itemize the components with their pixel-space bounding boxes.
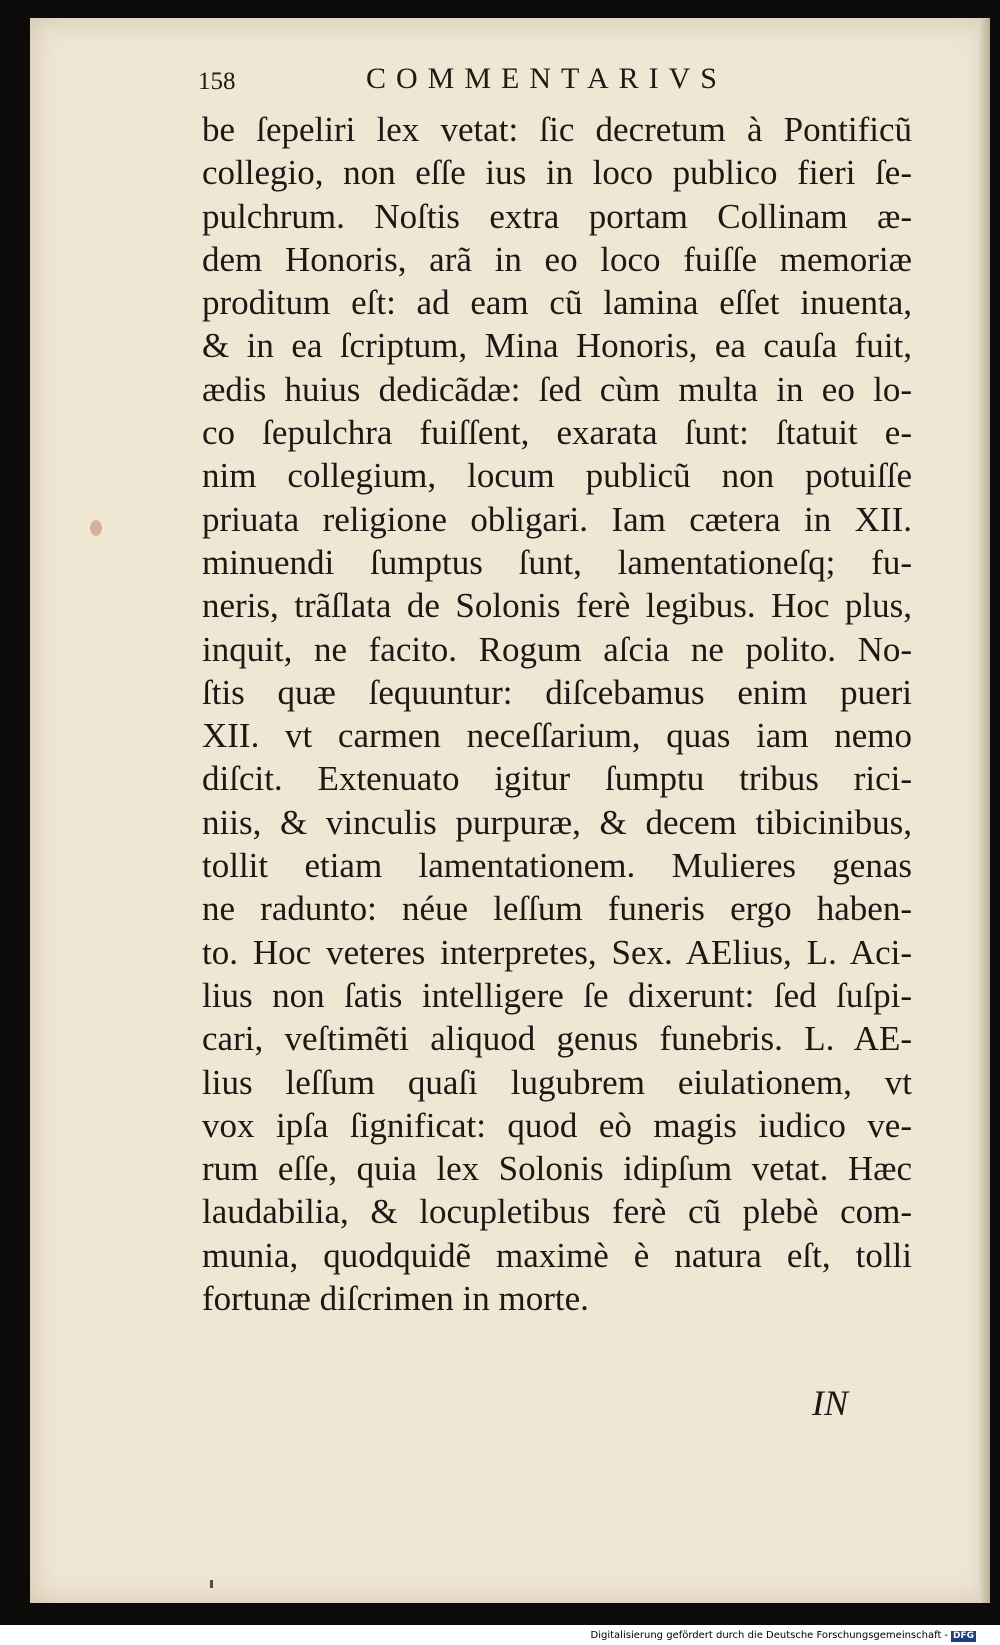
text-line-24: vox ipſa ſignificat: quod eò magis iudico ve- [202, 1105, 912, 1145]
text-line-13: inquit, ne facito. Rogum aſcia ne polito. No- [202, 629, 912, 669]
text-line-11: minuendi ſumptus ſunt, lamentationeſq; fu- [202, 542, 912, 582]
text-line-9: nim collegium, locum publicũ non potuiſſe [202, 456, 912, 496]
page-edge [978, 18, 990, 1603]
text-line-21: lius non ſatis intelligere ſe dixerunt: ſed ſuſpi- [202, 975, 912, 1015]
text-line-1: be ſepeliri lex vetat: ſic decretum à Pontificũ [202, 110, 912, 149]
dfg-logo: DFG [952, 1630, 974, 1641]
page-number: 158 [198, 68, 236, 95]
text-line-14: ſtis quæ ſequuntur: diſcebamus enim pueri [202, 672, 912, 712]
text-line-18: tollit etiam lamentationem. Mulieres genas [202, 846, 912, 886]
credit-separator: - [944, 1630, 948, 1641]
text-line-5: proditum eſt: ad eam cũ lamina eſſet inuenta, [202, 283, 912, 323]
text-line-4: dem Honoris, arã in eo loco fuiſſe memoriæ [202, 239, 912, 279]
text-line-27: munia, quodquidẽ maximè è natura eſt, tolli [202, 1235, 912, 1275]
text-line-3: pulchrum. Noſtis extra portam Collinam æ- [202, 196, 912, 236]
text-line-7: ædis huius dedicãdæ: ſed cùm multa in eo lo- [202, 369, 912, 409]
text-line-12: neris, trãſlata de Solonis ferè legibus. Hoc plus, [202, 586, 912, 626]
text-line-28: fortunæ diſcrimen in morte. [202, 1279, 589, 1319]
text-line-20: to. Hoc veteres interpretes, Sex. AElius, L. Aci- [202, 932, 912, 972]
text-line-23: lius leſſum quaſi lugubrem eiulationem, vt [202, 1062, 912, 1102]
text-line-26: laudabilia, & locupletibus ferè cũ plebè com- [202, 1192, 912, 1232]
body-text [202, 108, 912, 1320]
paper-stain [90, 520, 102, 536]
digitization-credit [591, 1630, 976, 1642]
text-line-2: collegio, non eſſe ius in loco publico fieri ſe- [202, 153, 912, 193]
text-line-8: co ſepulchra fuiſſent, exarata ſunt: ſtatuit e- [202, 413, 912, 453]
catchword: IN [812, 1383, 848, 1423]
credit-text: Digitalisierung gefördert durch die Deutsche Forschungsgemeinschaft [590, 1630, 942, 1641]
paper-mark [210, 1580, 213, 1588]
text-line-16: diſcit. Extenuato igitur ſumptu tribus rici- [202, 759, 912, 799]
text-line-25: rum eſſe, quia lex Solonis idipſum vetat. Hæc [202, 1149, 912, 1189]
running-title: COMMENTARIVS [366, 62, 727, 95]
text-line-22: cari, veſtimẽti aliquod genus funebris. L. AE- [202, 1019, 912, 1059]
text-line-17: niis, & vinculis purpuræ, & decem tibicinibus, [202, 802, 912, 842]
text-line-6: & in ea ſcriptum, Mina Honoris, ea cauſa fuit, [202, 326, 912, 366]
text-line-10: priuata religione obligari. Iam cætera in XII. [202, 499, 912, 539]
text-line-15: XII. vt carmen neceſſarium, quas iam nemo [202, 716, 912, 756]
text-line-19: ne radunto: néue leſſum funeris ergo haben- [202, 889, 912, 929]
